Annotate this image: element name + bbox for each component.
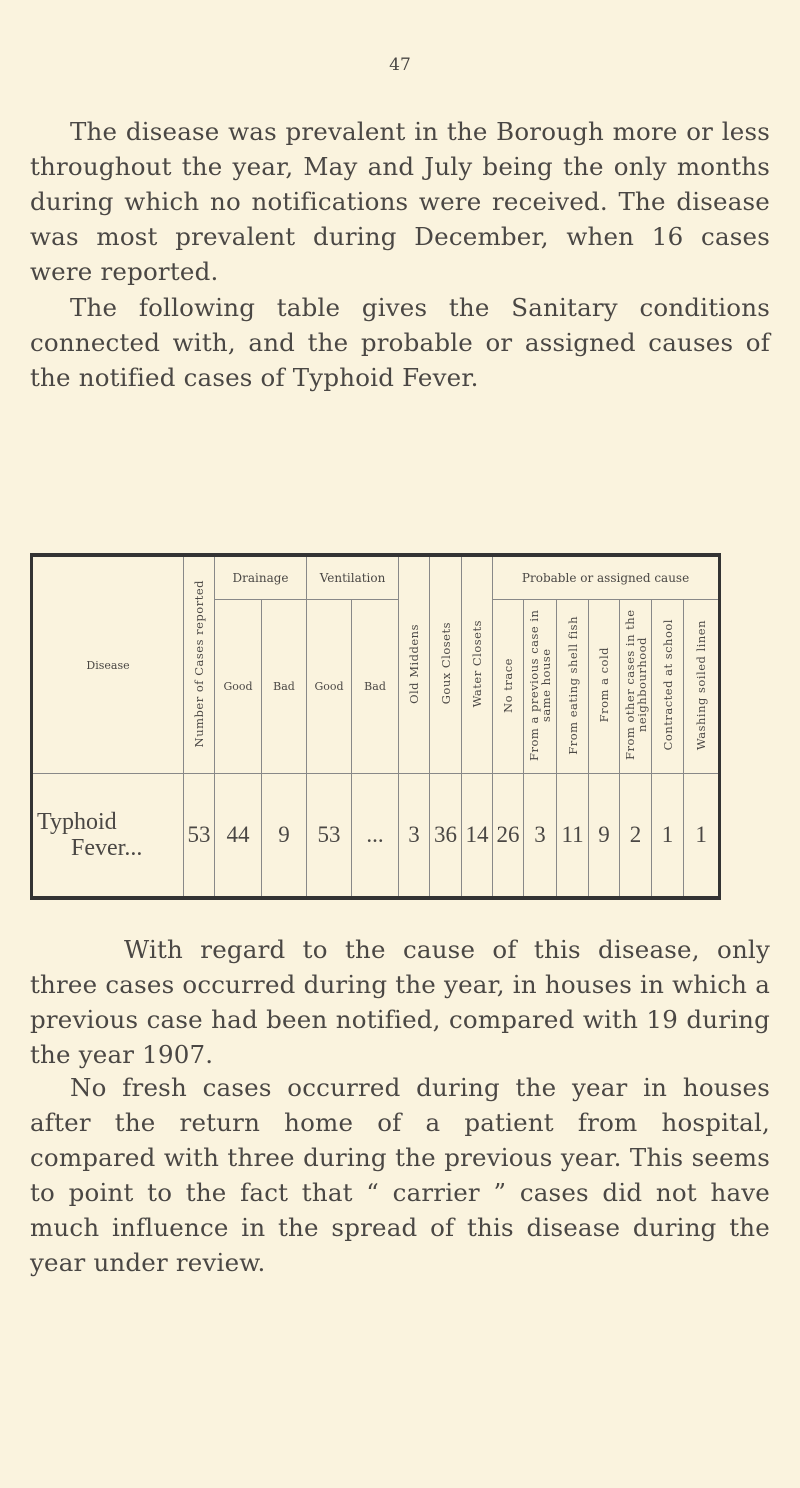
cause-header: From a cold bbox=[589, 600, 620, 774]
old-middens-header: Old Middens bbox=[399, 555, 430, 774]
drainage-good: Good bbox=[215, 600, 262, 774]
table-cell: 3 bbox=[524, 774, 557, 899]
table-cell: ... bbox=[352, 774, 399, 899]
table-cell: 53 bbox=[184, 774, 215, 899]
cause-header: From other cases in the neighbourhood bbox=[620, 600, 652, 774]
table-cell: 14 bbox=[462, 774, 493, 899]
table-cell: 9 bbox=[589, 774, 620, 899]
table-cell: 11 bbox=[557, 774, 589, 899]
cause-header: Contracted at school bbox=[652, 600, 684, 774]
table-cell: 36 bbox=[430, 774, 462, 899]
ventilation-header: Ventilation bbox=[307, 555, 399, 600]
typhoid-table bbox=[30, 553, 721, 900]
table-cell: 1 bbox=[652, 774, 684, 899]
disease-cell: Typhoid Fever... bbox=[32, 774, 184, 899]
cause-header: No trace bbox=[493, 600, 524, 774]
table-cell: 26 bbox=[493, 774, 524, 899]
paragraph-1: The disease was prevalent in the Borough more or less throughout the year, May and July being the only months during which no notifications were received. The disease was most prevalent during December, when 16 cases were reported. bbox=[30, 117, 770, 286]
paragraph-4: No fresh cases occurred during the year in houses after the return home of a patient from hospital, compared with three during the previous year. This seems to point to the fact that “ carrier ” cases did not have much influence in the spread of this disease during the year under review. bbox=[30, 1073, 770, 1277]
drainage-header: Drainage bbox=[215, 555, 307, 600]
paragraph-2: The following table gives the Sanitary conditions connected with, and the probable or assigned causes of the notified cases of Typhoid Fever. bbox=[30, 293, 770, 392]
paragraph-3: With regard to the cause of this disease, only three cases occurred during the year, in houses in which a previous case had been notified, compared with 19 during the year 1907. bbox=[30, 935, 770, 1069]
water-closets-header: Water Closets bbox=[462, 555, 493, 774]
goux-closets-header: Goux Closets bbox=[430, 555, 462, 774]
table-cell: 2 bbox=[620, 774, 652, 899]
cause-header: Washing soiled linen bbox=[684, 600, 720, 774]
ventilation-good: Good bbox=[307, 600, 352, 774]
cause-header: From eating shell fish bbox=[557, 600, 589, 774]
cause-header: Probable or assigned cause bbox=[493, 555, 720, 600]
table-row bbox=[32, 774, 720, 899]
table-cell: 1 bbox=[684, 774, 720, 899]
disease-header: Disease bbox=[32, 555, 184, 774]
table-cell: 3 bbox=[399, 774, 430, 899]
table-cell: 9 bbox=[262, 774, 307, 899]
page-number: 47 bbox=[389, 55, 411, 75]
table-cell: 53 bbox=[307, 774, 352, 899]
table-cell: 44 bbox=[215, 774, 262, 899]
ventilation-bad: Bad bbox=[352, 600, 399, 774]
drainage-bad: Bad bbox=[262, 600, 307, 774]
number-header: Number of Cases reported bbox=[184, 555, 215, 774]
cause-header: From a previous case in same house bbox=[524, 600, 557, 774]
